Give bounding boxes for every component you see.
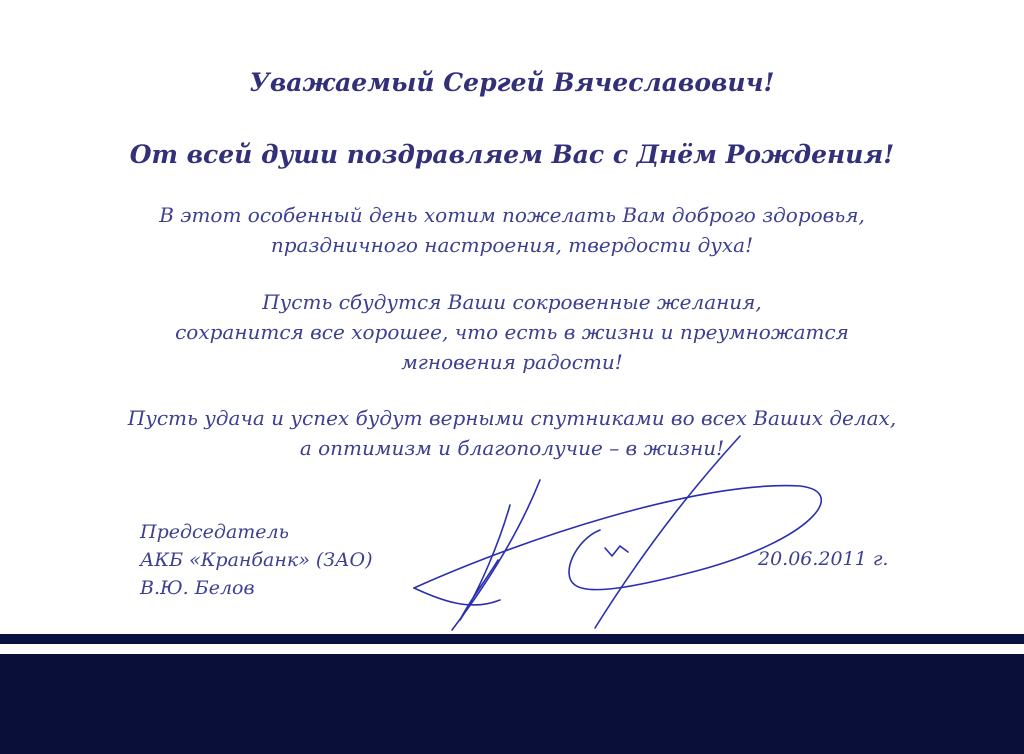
signatory-name: В.Ю. Белов <box>140 577 255 599</box>
decorative-stripe <box>0 634 1024 644</box>
greeting-heading: От всей души поздравляем Вас с Днём Рождения! <box>129 140 895 169</box>
signatory-organization: АКБ «Кранбанк» (ЗАО) <box>140 549 373 571</box>
paragraph1-line2: праздничного настроения, твердости духа! <box>270 233 754 257</box>
paragraph2-line3: мгновения радости! <box>401 350 623 374</box>
letter-date: 20.06.2011 г. <box>758 548 889 570</box>
paragraph3-line2: а оптимизм и благополучие – в жизни! <box>299 436 725 460</box>
paragraph2-line1: Пусть сбудутся Ваши сокровенные желания, <box>262 290 762 314</box>
signatory-position: Председатель <box>140 521 289 543</box>
paragraph3-line1: Пусть удача и успех будут верными спутниками во всех Ваших делах, <box>127 406 897 430</box>
signatory-block <box>140 518 373 602</box>
salutation: Уважаемый Сергей Вячеславович! <box>249 68 775 97</box>
paragraph1-line1: В этот особенный день хотим пожелать Вам доброго здоровья, <box>159 203 865 227</box>
footer-band <box>0 654 1024 754</box>
paragraph2-line2: сохранится все хорошее, что есть в жизни и преумножатся <box>175 320 849 344</box>
